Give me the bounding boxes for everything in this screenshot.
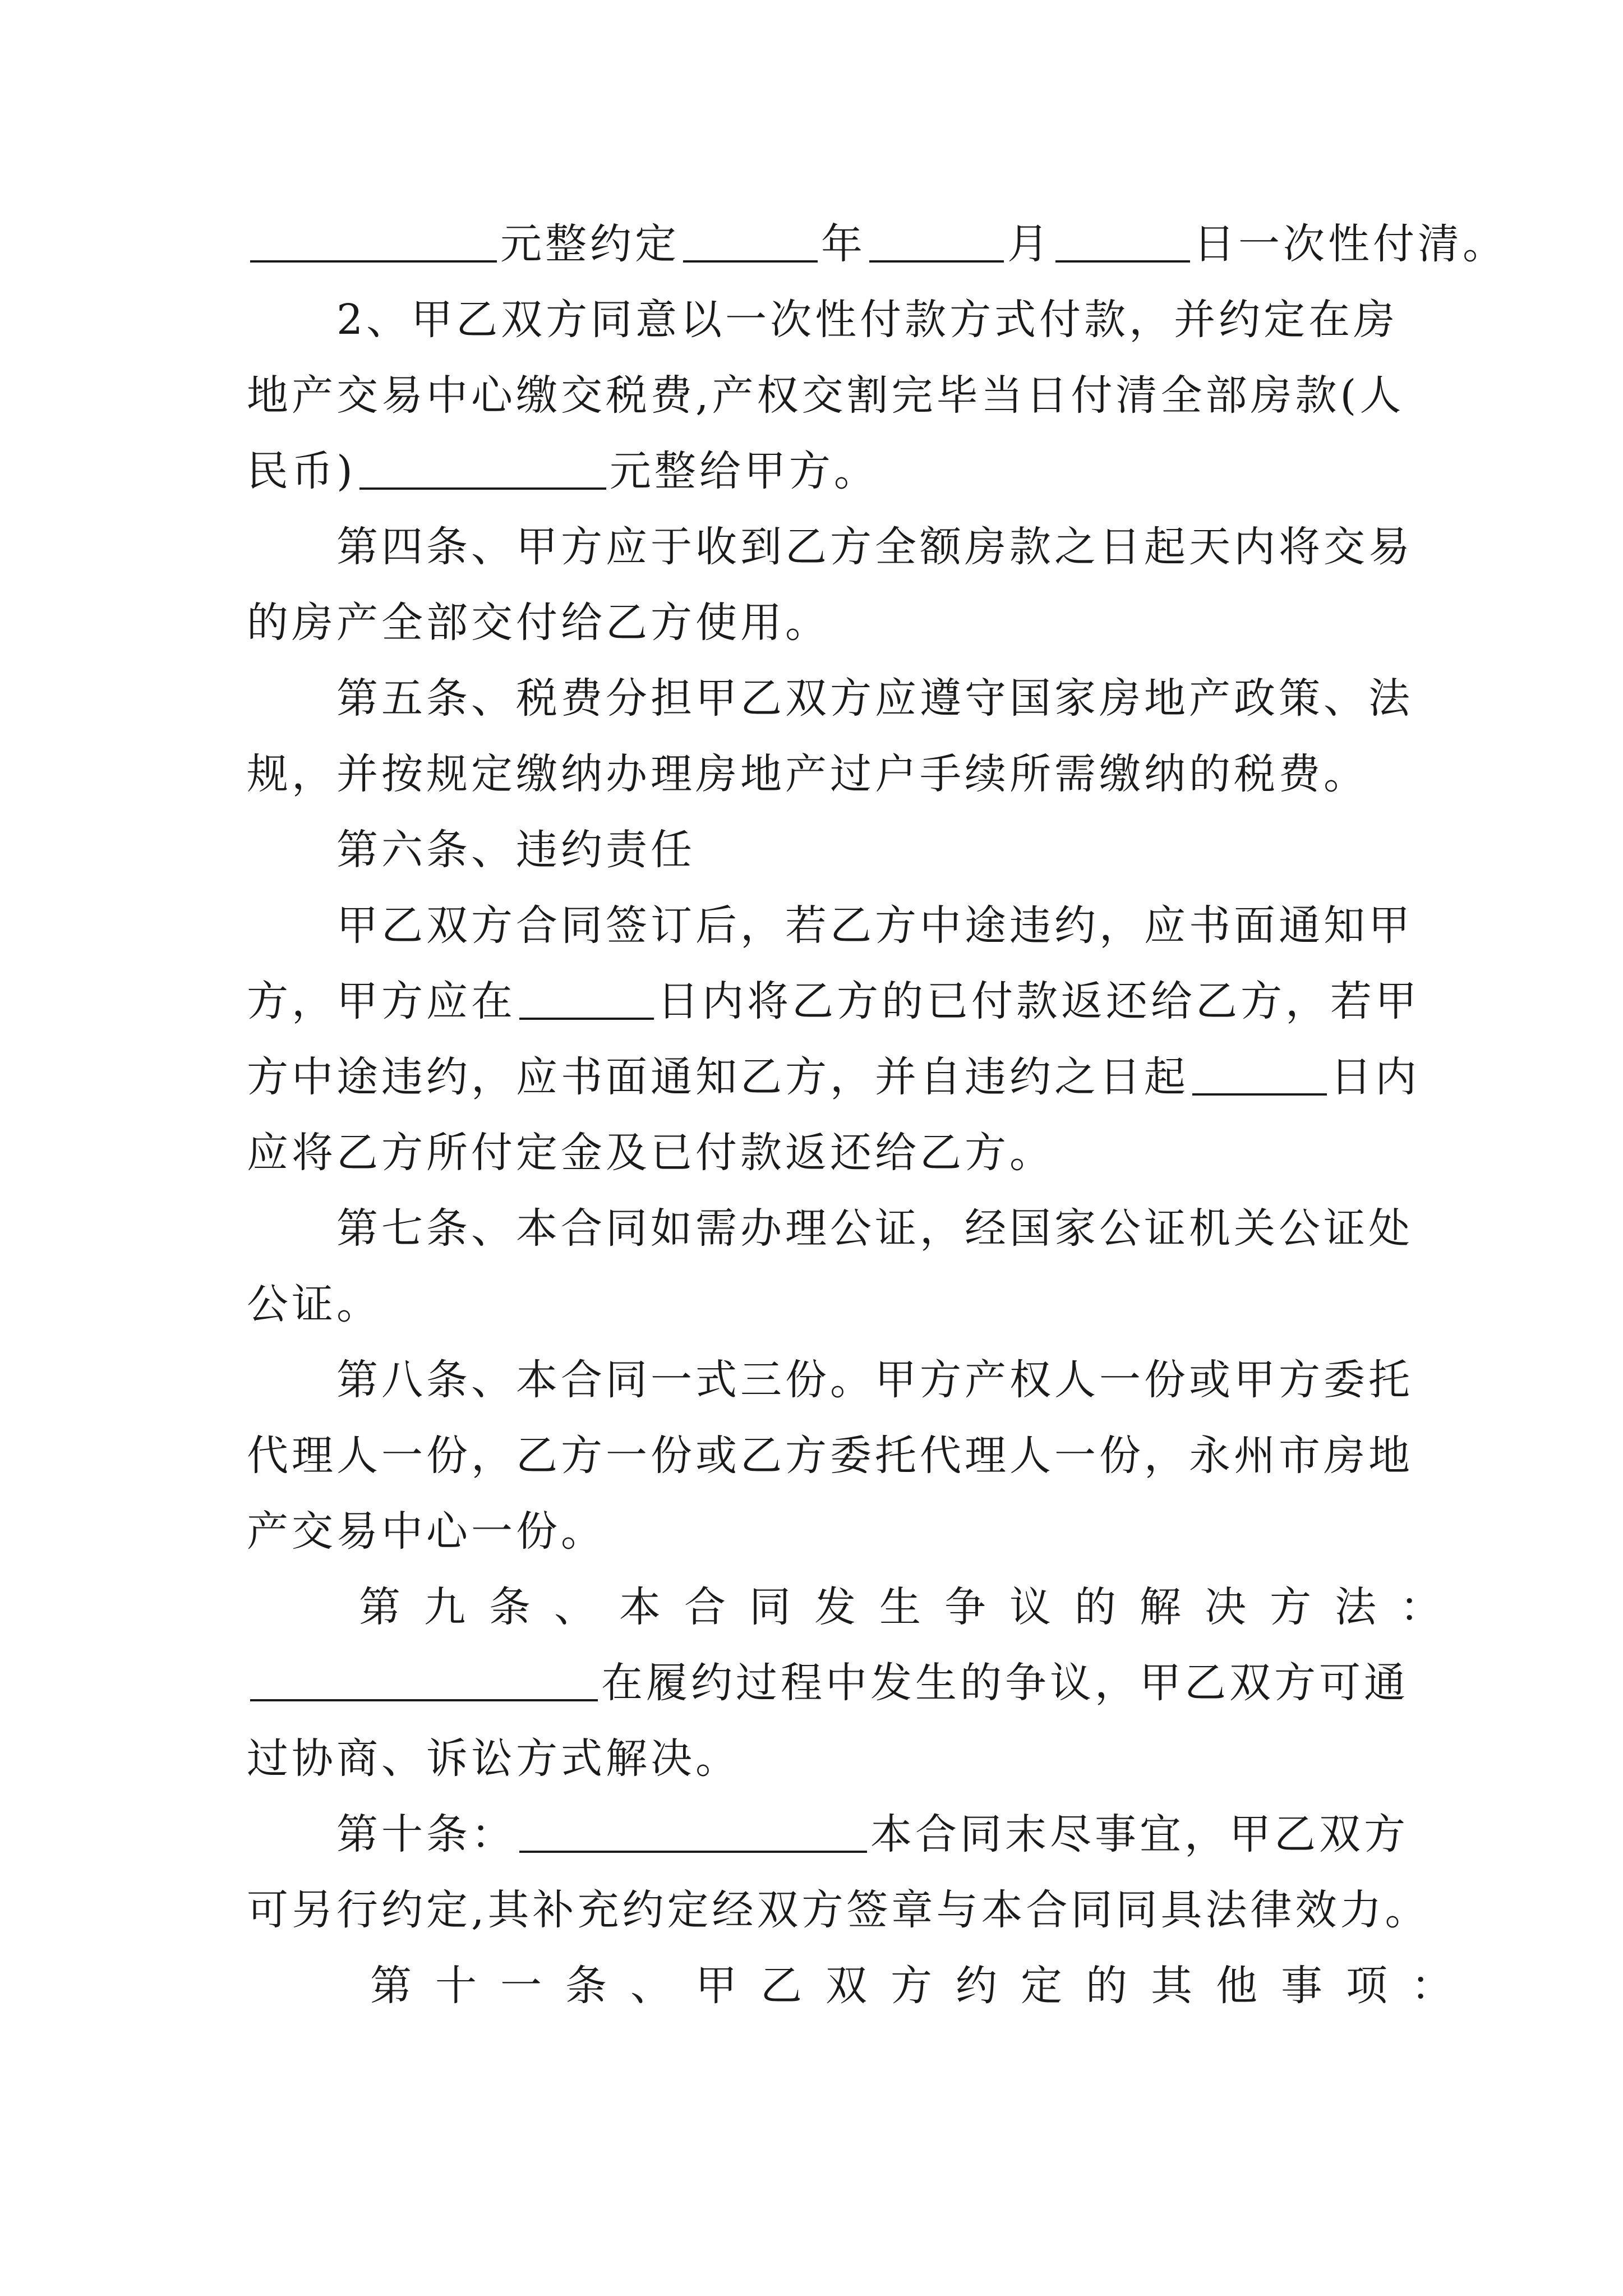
text-line-11: 方，甲方应在 日内将乙方的已付款返还给乙方，若甲 xyxy=(247,977,1420,1025)
text-line-5: 第四条、甲方应于收到乙方全额房款之日起天内将交易 xyxy=(336,523,1413,571)
text-line-16: 第八条、本合同一式三份。甲方产权人一份或甲方委托 xyxy=(336,1356,1413,1404)
text-line-1: 元整约定 年 月 日一次性付清。 xyxy=(247,205,1380,283)
text-line-17: 代理人一份，乙方一份或乙方委托代理人一份，永州市房地 xyxy=(247,1432,1413,1480)
text-line-10: 甲乙双方合同签订后，若乙方中途违约，应书面通知甲 xyxy=(336,901,1413,950)
fill-blank xyxy=(359,487,606,490)
fill-blank xyxy=(1192,1093,1327,1096)
fill-blank xyxy=(683,260,818,263)
fill-blank xyxy=(519,1851,867,1853)
text-line-7: 第五条、税费分担甲乙双方应遵守国家房地产政策、法 xyxy=(336,674,1413,723)
text-line-8: 规，并按规定缴纳办理房地产过户手续所需缴纳的税费。 xyxy=(247,750,1368,798)
fill-blank xyxy=(869,260,1004,263)
text-line-15: 公证。 xyxy=(247,1280,381,1328)
text-line-4: 民币) 元整给甲方。 xyxy=(247,447,879,495)
text-line-14: 第七条、本合同如需办理公证，经国家公证机关公证处 xyxy=(336,1204,1413,1253)
text-line-19: 第九条、本合同发生争议的解决方法： xyxy=(359,1583,1465,1631)
fill-blank xyxy=(250,1699,598,1701)
text-line-20: 在履约过程中发生的争议，甲乙双方可通 xyxy=(247,1644,1380,1722)
text-line-21: 过协商、诉讼方式解决。 xyxy=(247,1734,740,1783)
text-line-12: 方中途违约，应书面通知乙方，并自违约之日起 日内 xyxy=(247,1053,1420,1101)
section-heading-6: 第六条、违约责任 xyxy=(336,826,695,874)
text-line-3: 地产交易中心缴交税费,产权交割完毕当日付清全部房款(人 xyxy=(247,371,1405,420)
text-line-18: 产交易中心一份。 xyxy=(247,1507,606,1556)
text-line-23: 可另行约定,其补充约定经双方签章与本合同同具法律效力。 xyxy=(247,1886,1430,1934)
fill-blank xyxy=(250,260,497,263)
fill-blank xyxy=(519,1018,654,1020)
text-line-2: 2、甲乙双方同意以一次性付款方式付款，并约定在房 xyxy=(336,296,1399,344)
text-line-6: 的房产全部交付给乙方使用。 xyxy=(247,599,830,647)
text-line-22: 第十条： 本合同末尽事宜，甲乙双方 xyxy=(336,1810,1409,1858)
fill-blank xyxy=(1055,260,1190,263)
text-line-13: 应将乙方所付定金及已付款返还给乙方。 xyxy=(247,1129,1054,1177)
text-line-24: 第十一条、甲乙双方约定的其他事项： xyxy=(370,1962,1476,2010)
